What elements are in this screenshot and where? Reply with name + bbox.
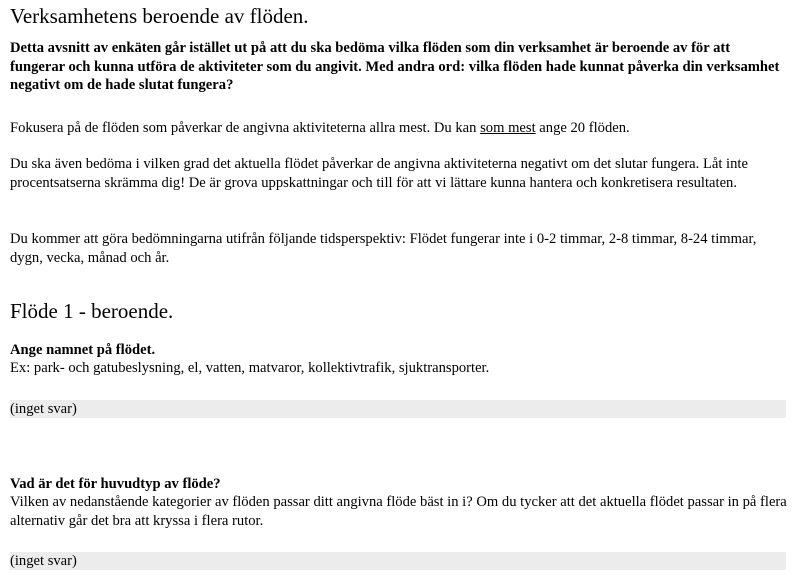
question-2-answer: (inget svar) <box>10 552 786 570</box>
focus-text-after: ange 20 flöden. <box>535 120 630 136</box>
question-1-label: Ange namnet på flödet. <box>10 342 156 358</box>
focus-text-before: Fokusera på de flöden som påverkar de angivna aktiviteterna allra mest. Du kan <box>10 120 481 136</box>
question-2-label: Vad är det för huvudtyp av flöde? <box>10 476 221 492</box>
focus-text-underlined: som mest <box>480 120 536 136</box>
focus-paragraph <box>10 119 788 138</box>
section-heading: Flöde 1 - beroende. <box>10 299 174 323</box>
page-title: Verksamhetens beroende av flöden. <box>10 4 309 28</box>
time-perspective-paragraph: Du kommer att göra bedömningarna utifrån följande tidsperspektiv: Flödet fungerar inte i 0-2 timmar, 2-8 timmar, 8-24 timmar, dygn, vecka, månad och år. <box>10 231 757 266</box>
question-1-help: Ex: park- och gatubeslysning, el, vatten, matvaror, kollektivtrafik, sjuktransporter. <box>10 360 490 376</box>
question-1-answer: (inget svar) <box>10 400 786 418</box>
grading-paragraph: Du ska även bedöma i vilken grad det aktuella flödet påverkar de angivna aktiviteterna negativt om det slutar fungera. Låt inte procentsatserna skrämma dig! De är grova uppskattningar och till för att vi lättare kunna hantera och konkretisera resultaten. <box>10 156 748 191</box>
question-2-help: Vilken av nedanstående kategorier av flöden passar ditt angivna flöde bäst in i? Om du tycker att det aktuella flödet passar in på flera alternativ går det bra att kryssa i flera rutor. <box>10 494 787 529</box>
intro-text: Detta avsnitt av enkäten går istället ut på att du ska bedöma vilka flöden som din verksamhet är beroende av för att fungerar och kunna utföra de aktiviteter som du angivit. Med andra ord: vilka flöden hade kunnat påverka din verksamhet negativt om de hade slutat fungera? <box>10 40 780 93</box>
